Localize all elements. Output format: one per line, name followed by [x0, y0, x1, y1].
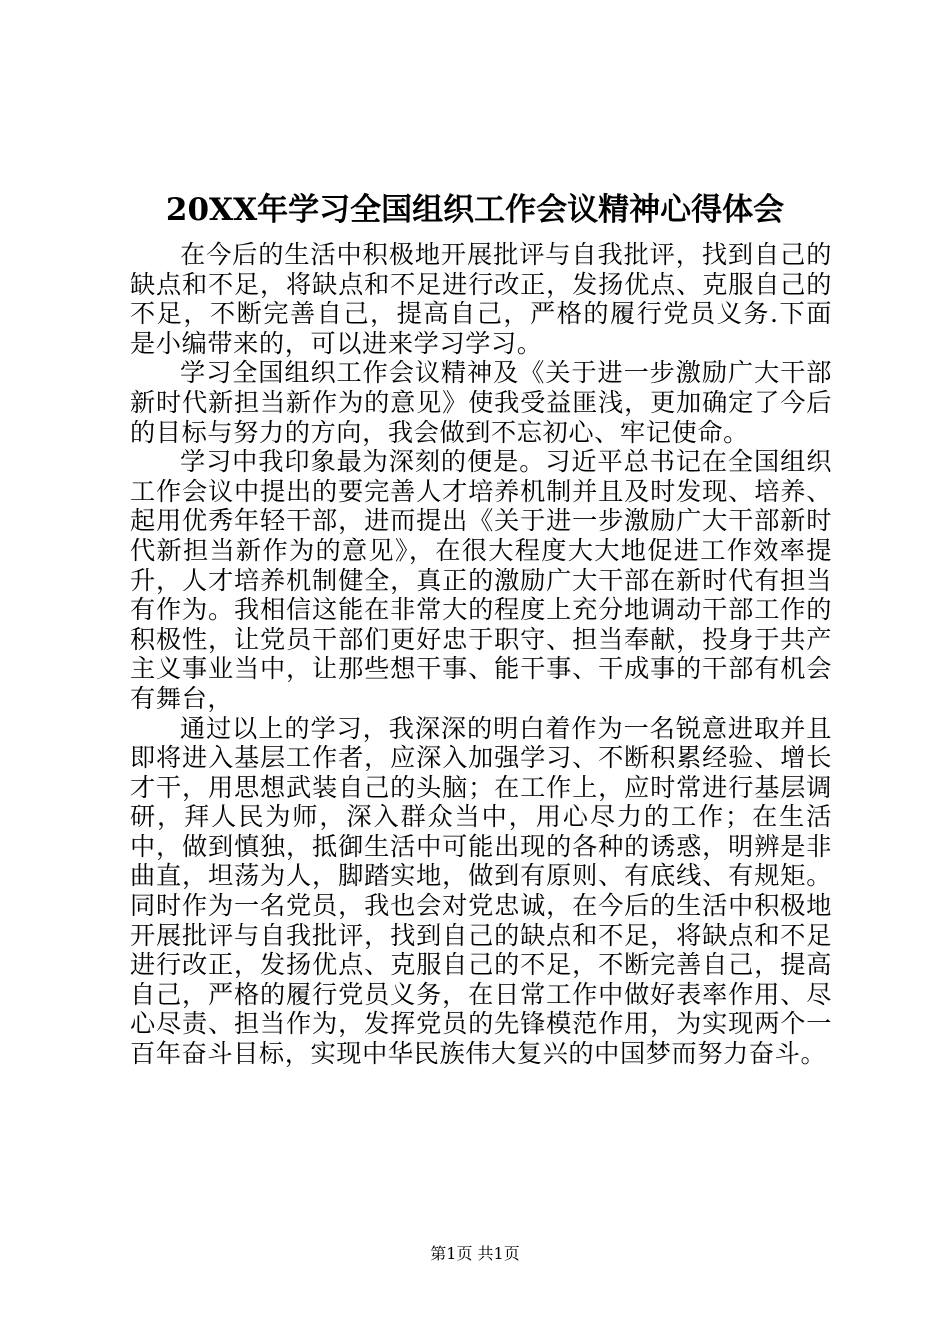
- paragraph-1: 在今后的生活中积极地开展批评与自我批评，找到自己的缺点和不足，将缺点和不足进行改正，发扬优点、克服自己的不足，不断完善自己，提高自己，严格的履行党员义务.下面是小编带来的，可以进来学习学习。: [130, 240, 832, 358]
- document-body: [130, 240, 832, 1069]
- document-title: 20XX年学习全国组织工作会议精神心得体会: [165, 192, 785, 228]
- paragraph-2: 学习全国组织工作会议精神及《关于进一步激励广大干部新时代新担当新作为的意见》使我受益匪浅，更加确定了今后的目标与努力的方向，我会做到不忘初心、牢记使命。: [130, 358, 832, 447]
- paragraph-4: 通过以上的学习，我深深的明白着作为一名锐意进取并且即将进入基层工作者，应深入加强学习、不断积累经验、增长才干，用思想武装自己的头脑；在工作上，应时常进行基层调研，拜人民为师，深入群众当中，用心尽力的工作；在生活中，做到慎独，抵御生活中可能出现的各种的诱惑，明辨是非曲直，坦荡为人，脚踏实地，做到有原则、有底线、有规矩。同时作为一名党员，我也会对党忠诚，在今后的生活中积极地开展批评与自我批评，找到自己的缺点和不足，将缺点和不足进行改正，发扬优点、克服自己的不足，不断完善自己，提高自己，严格的履行党员义务，在日常工作中做好表率作用、尽心尽责、担当作为，发挥党员的先锋模范作用，为实现两个一百年奋斗目标，实现中华民族伟大复兴的中国梦而努力奋斗。: [130, 713, 832, 1069]
- page-footer: 第1页 共1页: [430, 1244, 520, 1263]
- paragraph-3: 学习中我印象最为深刻的便是。习近平总书记在全国组织工作会议中提出的要完善人才培养机制并且及时发现、培养、起用优秀年轻干部，进而提出《关于进一步激励广大干部新时代新担当新作为的意见》，在很大程度大大地促进工作效率提升，人才培养机制健全，真正的激励广大干部在新时代有担当有作为。我相信这能在非常大的程度上充分地调动干部工作的积极性，让党员干部们更好忠于职守、担当奉献，投身于共产主义事业当中，让那些想干事、能干事、干成事的干部有机会有舞台，: [130, 447, 832, 713]
